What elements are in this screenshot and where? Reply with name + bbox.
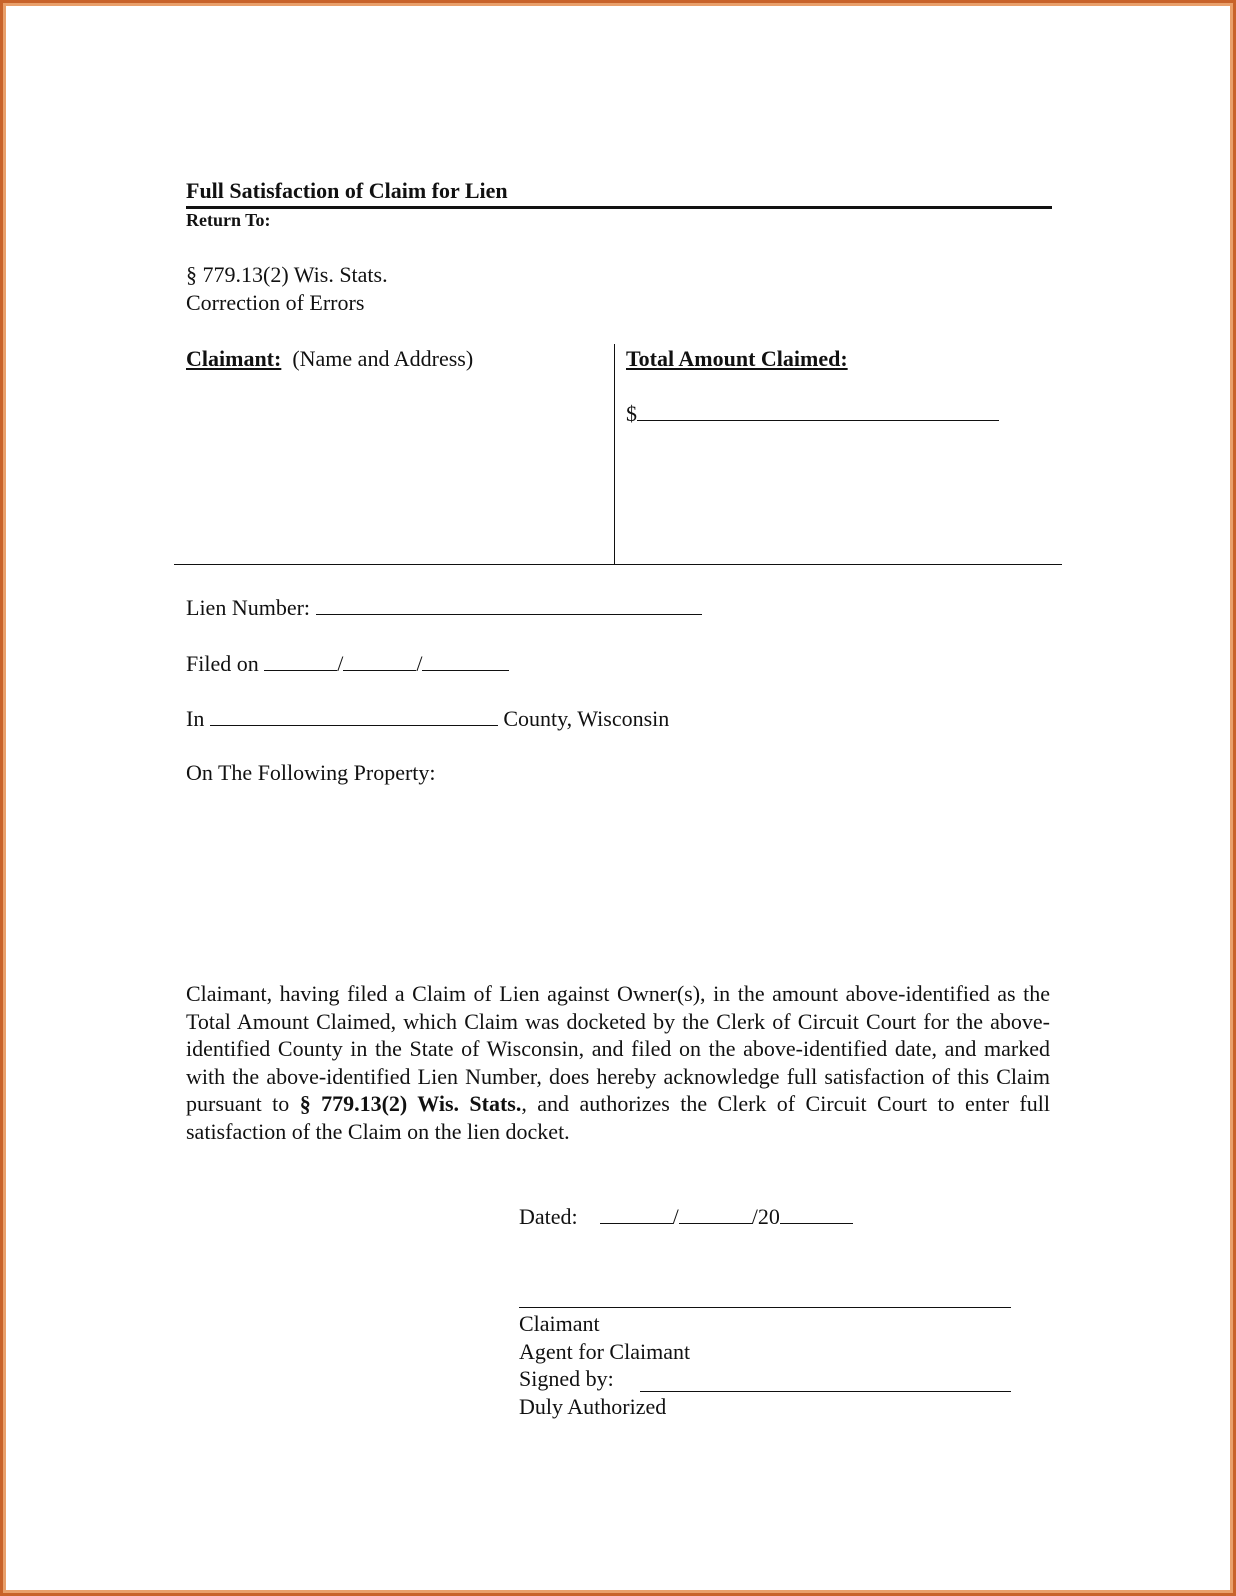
dollar-sign: $ — [626, 401, 637, 426]
lien-number-label: Lien Number: — [186, 595, 311, 620]
county-blank[interactable] — [210, 705, 498, 726]
satisfaction-paragraph — [186, 980, 1050, 1146]
sig-agent: Agent for Claimant — [519, 1339, 691, 1364]
paragraph-statute: § 779.13(2) Wis. Stats. — [299, 1091, 522, 1117]
property-label: On The Following Property: — [186, 760, 436, 785]
dated-row: Dated: / /20 — [519, 1203, 853, 1230]
dated-label: Dated: — [519, 1204, 578, 1229]
filed-on-label: Filed on — [186, 651, 259, 676]
filed-on-row: Filed on / / — [186, 650, 509, 677]
total-amount-blank[interactable] — [637, 400, 999, 421]
return-to-label: Return To: — [186, 210, 271, 230]
dated-year-prefix: /20 — [751, 1204, 780, 1229]
dated-year-blank[interactable] — [780, 1203, 853, 1224]
signed-by-blank[interactable] — [640, 1391, 1011, 1392]
column-divider — [614, 344, 615, 564]
sig-signed-by: Signed by: — [519, 1366, 614, 1391]
county-row — [186, 705, 669, 732]
sig-claimant: Claimant — [519, 1311, 600, 1336]
section-divider — [174, 564, 1062, 565]
dated-month-blank[interactable] — [600, 1203, 673, 1224]
claimant-label: Claimant: — [186, 346, 282, 371]
signature-line[interactable] — [519, 1307, 1011, 1308]
claimant-heading — [186, 346, 473, 372]
sig-duly-authorized: Duly Authorized — [519, 1394, 667, 1419]
paragraph-part-1: Claimant, having filed a Claim of Lien against Owner(s), in the amount above-identified as the Total Amount Claimed, which Claim was docketed by the Clerk of Circuit Court for the above-identified County in the State of Wisconsin, and filed on the above-identified date, and marked with the above-identified Lien Number, does hereby acknowledge full satisfaction of this Claim pursuant to — [186, 981, 1050, 1117]
dated-day-blank[interactable] — [679, 1203, 752, 1224]
statute-reference: § 779.13(2) Wis. Stats. — [186, 262, 388, 287]
title-rule — [186, 206, 1052, 209]
in-label: In — [186, 706, 205, 731]
correction-of-errors: Correction of Errors — [186, 290, 365, 315]
claimant-hint: (Name and Address) — [292, 346, 474, 371]
lien-number-row — [186, 594, 702, 621]
total-amount-label: Total Amount Claimed: — [626, 346, 848, 371]
filed-day-blank[interactable] — [343, 650, 416, 671]
lien-number-blank[interactable] — [316, 594, 702, 615]
filed-month-blank[interactable] — [264, 650, 337, 671]
county-label: County, Wisconsin — [503, 706, 670, 731]
total-amount-field[interactable] — [626, 400, 999, 427]
paragraph-part-2: , and authorizes the Clerk of Circuit Court to enter full satisfaction of the Claim on the lien docket. — [186, 1091, 1050, 1144]
filed-year-blank[interactable] — [422, 650, 509, 671]
form-title: Full Satisfaction of Claim for Lien — [186, 178, 508, 203]
